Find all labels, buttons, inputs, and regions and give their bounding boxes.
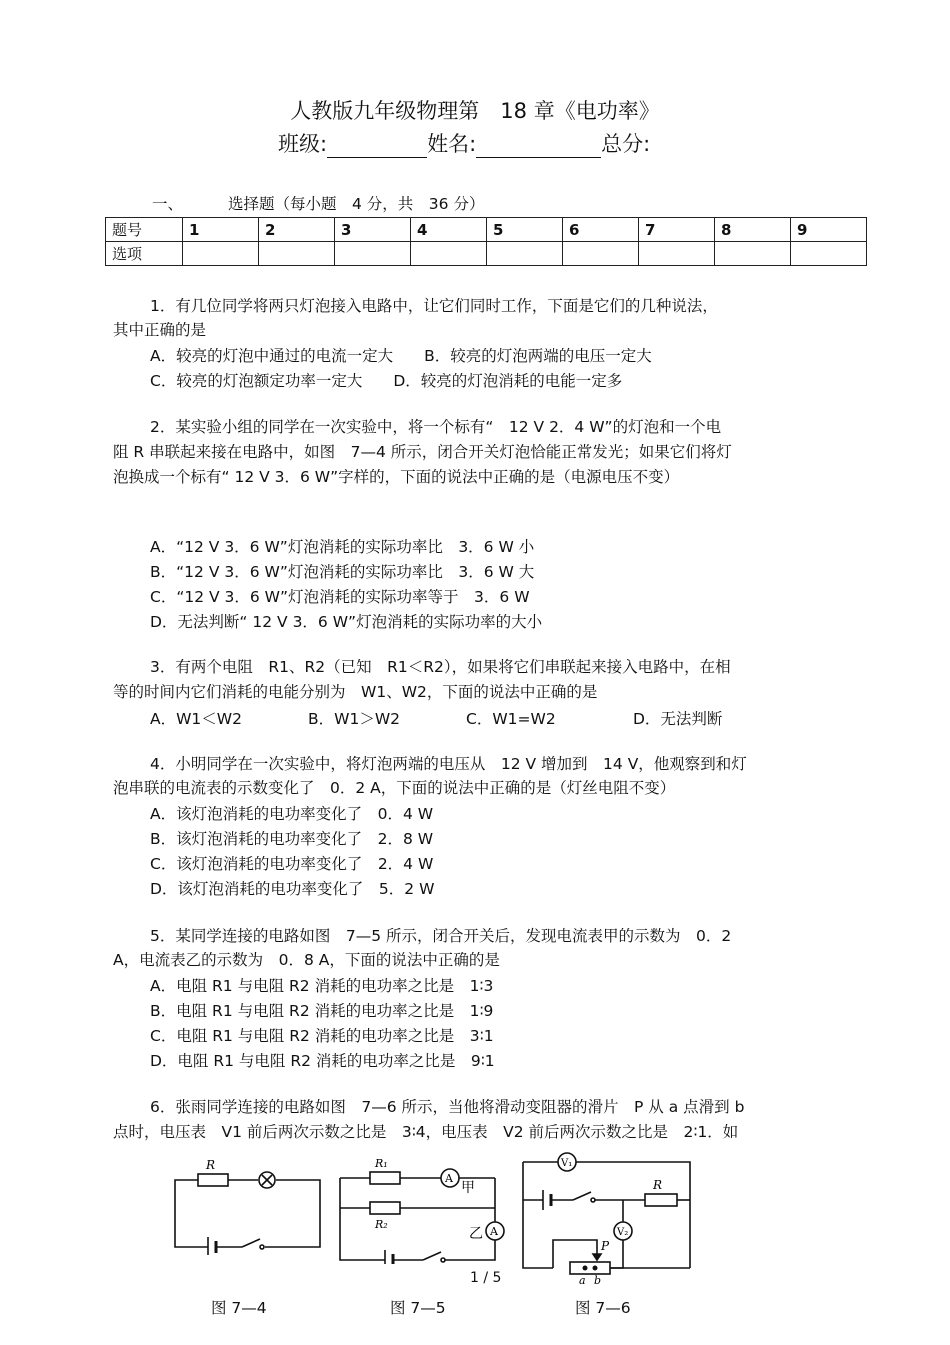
fig5-label-jia: 甲 [461, 1180, 475, 1196]
question-5-option-c: C．电阻 R1 与电阻 R2 消耗的电功率之比是 3∶1 [150, 1027, 494, 1045]
figure-7-4-caption: 图 7—4 [211, 1299, 267, 1317]
question-5-line-2: A，电流表乙的示数为 0．8 A，下面的说法中正确的是 [113, 951, 500, 969]
fig5-label-r1: R₁ [375, 1157, 388, 1170]
name-blank[interactable] [476, 137, 601, 158]
fig6-label-p: P [601, 1239, 610, 1253]
question-2-option-c: C．“12 V 3．6 W”灯泡消耗的实际功率等于 3．6 W [150, 588, 530, 606]
figure-7-4-circuit [170, 1155, 330, 1255]
fig6-label-v1: V₁ [561, 1158, 573, 1169]
figure-7-6-caption: 图 7—6 [575, 1299, 631, 1317]
fig5-ammeter-jia-symbol: A [445, 1172, 453, 1185]
question-3-line-2: 等的时间内它们消耗的电能分别为 W1、W2，下面的说法中正确的是 [113, 683, 598, 701]
question-2-option-d: D．无法判断“ 12 V 3．6 W”灯泡消耗的实际功率的大小 [150, 613, 543, 631]
fig4-label-r: R [206, 1158, 216, 1172]
question-3-option-a: A．W1＜W2 [150, 710, 242, 728]
fig5-label-r2: R₂ [375, 1218, 388, 1231]
question-3-option-d: D．无法判断 [633, 710, 723, 728]
question-number: 7 [639, 218, 715, 242]
fig6-label-b: b [594, 1274, 602, 1285]
answer-cell[interactable] [639, 242, 715, 266]
question-number: 3 [335, 218, 411, 242]
page-number: 1 / 5 [470, 1270, 502, 1286]
figure-7-5-caption: 图 7—5 [390, 1299, 446, 1317]
answer-cell[interactable] [183, 242, 259, 266]
answer-table-answer-row [106, 242, 867, 266]
question-2-line-2: 阻 R 串联起来接在电路中，如图 7—4 所示，闭合开关灯泡恰能正常发光；如果它们将灯 [113, 443, 732, 461]
score-label: 总分: [601, 132, 651, 156]
question-4-line-2: 泡串联的电流表的示数变化了 0．2 A，下面的说法中正确的是（灯丝电阻不变） [113, 779, 676, 797]
answer-cell[interactable] [487, 242, 563, 266]
question-4-option-a: A．该灯泡消耗的电功率变化了 0．4 W [150, 805, 434, 823]
question-1-line-1: 1．有几位同学将两只灯泡接入电路中，让它们同时工作，下面是它们的几种说法， [150, 297, 718, 315]
question-number: 5 [487, 218, 563, 242]
question-number: 8 [715, 218, 791, 242]
answer-cell[interactable] [259, 242, 335, 266]
question-1-option-cd: C．较亮的灯泡额定功率一定大 D．较亮的灯泡消耗的电能一定多 [150, 372, 623, 390]
question-number: 9 [791, 218, 867, 242]
question-4-line-1: 4．小明同学在一次实验中，将灯泡两端的电压从 12 V 增加到 14 V，他观察到和灯 [150, 755, 747, 773]
question-number: 4 [411, 218, 487, 242]
question-4-option-b: B．该灯泡消耗的电功率变化了 2．8 W [150, 830, 434, 848]
answer-table-header-row [106, 218, 867, 242]
fig5-label-yi: 乙 [469, 1226, 483, 1242]
question-6-line-2: 点时，电压表 V1 前后两次示数之比是 3∶4，电压表 V2 前后两次示数之比是 2∶1．如 [113, 1123, 739, 1141]
table-row-label: 题号 [106, 218, 183, 242]
table-row-label: 选项 [106, 242, 183, 266]
question-number: 2 [259, 218, 335, 242]
fig6-label-v2: V₂ [617, 1227, 629, 1238]
student-info [278, 128, 650, 158]
question-2-line-1: 2．某实验小组的同学在一次实验中，将一个标有“ 12 V 2．4 W”的灯泡和一个电 [150, 418, 722, 436]
answer-cell[interactable] [335, 242, 411, 266]
figure-7-5-circuit [335, 1152, 515, 1264]
fig6-label-r: R [653, 1178, 663, 1192]
question-1-line-2: 其中正确的是 [113, 321, 207, 339]
class-label: 班级: [278, 132, 328, 156]
question-3-line-1: 3．有两个电阻 R1、R2（已知 R1＜R2），如果将它们串联起来接入电路中，在相 [150, 658, 731, 676]
question-5-option-d: D．电阻 R1 与电阻 R2 消耗的电功率之比是 9∶1 [150, 1052, 495, 1070]
answer-cell[interactable] [411, 242, 487, 266]
question-5-option-a: A．电阻 R1 与电阻 R2 消耗的电功率之比是 1∶3 [150, 977, 494, 995]
fig5-ammeter-yi-symbol: A [490, 1225, 498, 1238]
question-4-option-c: C．该灯泡消耗的电功率变化了 2．4 W [150, 855, 434, 873]
answer-table [105, 217, 867, 266]
class-blank[interactable] [327, 137, 427, 158]
section-number: 一、 [152, 195, 184, 213]
fig6-label-a: a [579, 1274, 586, 1285]
answer-cell[interactable] [715, 242, 791, 266]
question-5-line-1: 5．某同学连接的电路如图 7—5 所示，闭合开关后，发现电流表甲的示数为 0．2 [150, 927, 732, 945]
question-number: 6 [563, 218, 639, 242]
question-2-option-b: B．“12 V 3．6 W”灯泡消耗的实际功率比 3．6 W 大 [150, 563, 535, 581]
question-2-line-3: 泡换成一个标有“ 12 V 3．6 W”字样的，下面的说法中正确的是（电源电压不变） [113, 468, 680, 486]
name-label: 姓名: [427, 132, 477, 156]
answer-cell[interactable] [563, 242, 639, 266]
question-1-option-ab: A．较亮的灯泡中通过的电流一定大 B．较亮的灯泡两端的电压一定大 [150, 347, 652, 365]
question-5-option-b: B．电阻 R1 与电阻 R2 消耗的电功率之比是 1∶9 [150, 1002, 494, 1020]
figure-7-6-circuit [515, 1150, 695, 1285]
question-6-line-1: 6．张雨同学连接的电路如图 7—6 所示，当他将滑动变阻器的滑片 P 从 a 点滑到 b [150, 1098, 745, 1116]
question-4-option-d: D．该灯泡消耗的电功率变化了 5．2 W [150, 880, 435, 898]
page-title: 人教版九年级物理第 18 章《电功率》 [290, 99, 660, 123]
section-heading: 选择题（每小题 4 分，共 36 分） [228, 195, 485, 213]
question-2-option-a: A．“12 V 3．6 W”灯泡消耗的实际功率比 3．6 W 小 [150, 538, 535, 556]
question-number: 1 [183, 218, 259, 242]
question-3-option-c: C．W1=W2 [466, 710, 556, 728]
question-3-option-b: B．W1＞W2 [308, 710, 401, 728]
answer-cell[interactable] [791, 242, 867, 266]
